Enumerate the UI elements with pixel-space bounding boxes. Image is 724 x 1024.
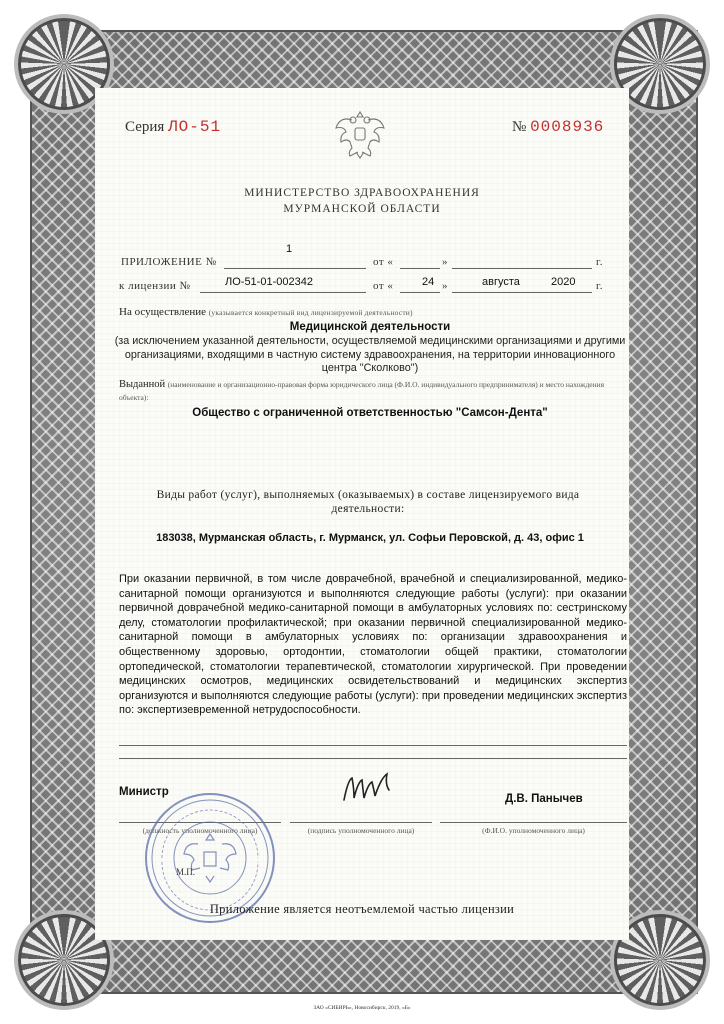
appendix-year-suffix: г. xyxy=(596,256,604,268)
appendix-close-quote: » xyxy=(442,256,448,268)
license-day-line xyxy=(400,292,440,293)
license-from-label: от « xyxy=(373,280,394,292)
stamp-place-label: М.П. xyxy=(176,867,196,877)
activity-detail: (за исключением указанной деятельности, осуществляемой медицинскими организациями и другими организациями, входящими в частную систему здравоохранения, на территории инновационного центра "Сколково") xyxy=(114,335,626,374)
activity-title: Медицинской деятельности xyxy=(289,321,451,333)
caption-position: (должность уполномоченного лица) xyxy=(142,826,258,835)
divider-line xyxy=(119,758,627,759)
series-value: ЛО-51 xyxy=(168,118,222,136)
signature-line xyxy=(290,822,432,823)
series xyxy=(125,118,221,136)
license-month: августа xyxy=(482,276,520,288)
appendix-month-line xyxy=(452,268,592,269)
printer-imprint: ЗАО «СИБИРЬ», Новосибирск, 2019, «Б» xyxy=(313,1005,411,1011)
blank-number xyxy=(512,118,604,136)
handwritten-signature xyxy=(340,770,396,810)
activity-label: На осуществление xyxy=(119,306,206,318)
ministry-line-1: МИНИСТЕРСТВО ЗДРАВООХРАНЕНИЯ xyxy=(244,187,480,199)
name-line xyxy=(440,822,627,823)
number-value: 0008936 xyxy=(530,118,605,136)
ministry-line-2: МУРМАНСКОЙ ОБЛАСТИ xyxy=(283,203,441,215)
appendix-label: ПРИЛОЖЕНИЕ № xyxy=(121,256,217,268)
signatory-position: Министр xyxy=(119,786,169,798)
coat-of-arms-icon xyxy=(330,106,390,164)
activity-block xyxy=(110,320,630,376)
issued-hint: (наименование и организационно-правовая форма юридического лица (Ф.И.О. индивидуального предпринимателя) и место нахождения объекта): xyxy=(119,380,605,402)
license-number: ЛО-51-01-002342 xyxy=(225,276,313,288)
series-label: Серия xyxy=(125,119,165,135)
caption-signature: (подпись уполномоченного лица) xyxy=(307,826,415,835)
divider-line xyxy=(119,745,627,746)
license-label: к лицензии № xyxy=(119,280,191,292)
organization-address: 183038, Мурманская область, г. Мурманск, ул. Софьи Перовской, д. 43, офис 1 xyxy=(156,532,584,544)
works-heading: Виды работ (услуг), выполняемых (оказываемых) в составе лицензируемого вида деятельности: xyxy=(156,489,580,515)
appendix-note: Приложение является неотъемлемой частью лицензии xyxy=(209,902,515,916)
activity-label-row xyxy=(119,306,413,318)
license-close-quote: » xyxy=(442,280,448,292)
license-day: 24 xyxy=(422,276,435,288)
organization-name: Общество с ограниченной ответственностью "Самсон-Дента" xyxy=(192,407,548,419)
works-description: При оказании первичной, в том числе доврачебной, врачебной и специализированной, медико-санитарной помощи организуются и выполняются следующие работы (услуги): при оказании первичной доврачебной медико-санитарной помощи в амбулаторных условиях по: сестринскому делу, стоматологии профилактической; при оказании первичной специализированной медико-санитарной помощи в амбулаторных условиях по: организации здравоохранения и общественному здоровью, ортодонтии, стоматологии общей практики, стоматологии ортопедической, стоматологии терапевтической, стоматологии хирургической. При проведении медицинских осмотров, медицинских освидетельствований и медицинских экспертиз организуются и выполняются следующие работы (услуги): при проведении медицинских экспертиз по: экспертизевременной нетрудоспособности. xyxy=(119,573,627,717)
appendix-number-line xyxy=(224,268,366,269)
signatory-name: Д.В. Панычев xyxy=(505,793,583,805)
license-year: 2020 xyxy=(551,276,576,288)
appendix-day-line xyxy=(400,268,440,269)
appendix-from-label: от « xyxy=(373,256,394,268)
ministry-title xyxy=(160,185,564,217)
issued-label: Выданной xyxy=(119,379,166,390)
license-date-line xyxy=(452,292,592,293)
license-year-suffix: г. xyxy=(596,280,604,292)
appendix-number: 1 xyxy=(286,243,293,255)
number-label: № xyxy=(512,119,527,135)
caption-name: (Ф.И.О. уполномоченного лица) xyxy=(482,826,585,835)
issued-label-row xyxy=(119,378,629,404)
license-number-line xyxy=(200,292,366,293)
activity-hint: (указывается конкретный вид лицензируемой деятельности) xyxy=(208,308,413,317)
